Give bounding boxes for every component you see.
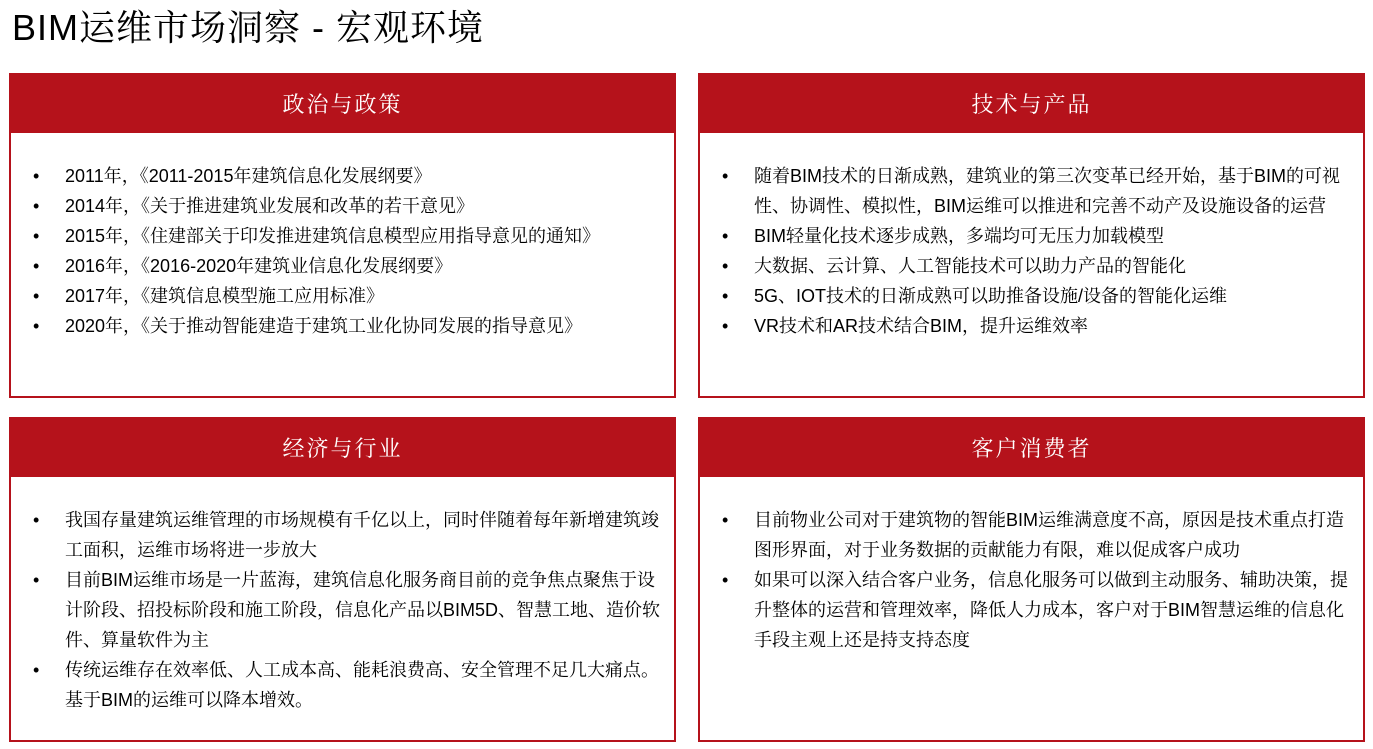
bullet-icon: • bbox=[33, 570, 40, 590]
list-item-text: 5G、IOT技术的日渐成熟可以助推备设施/设备的智能化运维 bbox=[754, 286, 1228, 306]
panel-body bbox=[698, 477, 1365, 742]
bullet-icon: • bbox=[722, 226, 729, 246]
bullet-icon: • bbox=[33, 166, 40, 186]
list-item bbox=[718, 281, 1349, 311]
panel-heading: 政治与政策 bbox=[9, 73, 676, 133]
panel-body bbox=[9, 477, 676, 742]
list-item-text: VR技术和AR技术结合BIM，提升运维效率 bbox=[754, 316, 1089, 336]
list-item-text: 2015年，《住建部关于印发推进建筑信息模型应用指导意见的通知》 bbox=[65, 226, 601, 246]
list-item-text: 如果可以深入结合客户业务，信息化服务可以做到主动服务、辅助决策，提升整体的运营和管理效率，降低人力成本，客户对于BIM智慧运维的信息化手段主观上还是持支持态度 bbox=[754, 570, 1348, 650]
bullet-icon: • bbox=[33, 286, 40, 306]
list-item bbox=[718, 221, 1349, 251]
panel-politics-policy bbox=[9, 73, 676, 398]
list-item bbox=[29, 281, 660, 311]
list-item-text: 2020年，《关于推动智能建造于建筑工业化协同发展的指导意见》 bbox=[65, 316, 583, 336]
bullet-list bbox=[29, 505, 660, 715]
list-item bbox=[718, 505, 1349, 565]
list-item bbox=[718, 565, 1349, 655]
bullet-icon: • bbox=[722, 510, 729, 530]
list-item-text: 随着BIM技术的日渐成熟，建筑业的第三次变革已经开始，基于BIM的可视性、协调性、模拟性，BIM运维可以推进和完善不动产及设施设备的运营 bbox=[754, 166, 1340, 216]
bullet-icon: • bbox=[722, 286, 729, 306]
panel-economy-industry bbox=[9, 417, 676, 742]
list-item-text: 2016年，《2016-2020年建筑业信息化发展纲要》 bbox=[65, 256, 453, 276]
bullet-icon: • bbox=[33, 316, 40, 336]
bullet-icon: • bbox=[33, 256, 40, 276]
list-item-text: BIM轻量化技术逐步成熟，多端均可无压力加载模型 bbox=[754, 226, 1164, 246]
list-item bbox=[718, 251, 1349, 281]
list-item-text: 大数据、云计算、人工智能技术可以助力产品的智能化 bbox=[754, 256, 1186, 276]
list-item bbox=[29, 161, 660, 191]
bullet-icon: • bbox=[33, 510, 40, 530]
list-item bbox=[29, 191, 660, 221]
bullet-icon: • bbox=[722, 256, 729, 276]
list-item-text: 目前物业公司对于建筑物的智能BIM运维满意度不高，原因是技术重点打造图形界面，对于业务数据的贡献能力有限，难以促成客户成功 bbox=[754, 510, 1344, 560]
bullet-icon: • bbox=[33, 660, 40, 680]
panel-heading: 客户消费者 bbox=[698, 417, 1365, 477]
panel-heading: 技术与产品 bbox=[698, 73, 1365, 133]
bullet-list bbox=[718, 161, 1349, 341]
panel-heading: 经济与行业 bbox=[9, 417, 676, 477]
bullet-icon: • bbox=[722, 316, 729, 336]
bullet-icon: • bbox=[33, 196, 40, 216]
list-item-text: 2014年，《关于推进建筑业发展和改革的若干意见》 bbox=[65, 196, 475, 216]
list-item bbox=[29, 655, 660, 715]
list-item bbox=[29, 311, 660, 341]
bullet-list bbox=[718, 505, 1349, 655]
panel-body bbox=[9, 133, 676, 398]
list-item bbox=[718, 311, 1349, 341]
panel-technology-product bbox=[698, 73, 1365, 398]
list-item-text: 我国存量建筑运维管理的市场规模有千亿以上，同时伴随着每年新增建筑竣工面积，运维市场将进一步放大 bbox=[65, 510, 659, 560]
page-title: BIM运维市场洞察 - 宏观环境 bbox=[12, 7, 484, 48]
list-item-text: 传统运维存在效率低、人工成本高、能耗浪费高、安全管理不足几大痛点。基于BIM的运维可以降本增效。 bbox=[65, 660, 659, 710]
bullet-icon: • bbox=[722, 570, 729, 590]
list-item-text: 2011年，《2011-2015年建筑信息化发展纲要》 bbox=[65, 166, 432, 186]
list-item bbox=[29, 221, 660, 251]
bullet-icon: • bbox=[33, 226, 40, 246]
list-item bbox=[718, 161, 1349, 221]
bullet-icon: • bbox=[722, 166, 729, 186]
bullet-list bbox=[29, 161, 660, 341]
list-item bbox=[29, 505, 660, 565]
list-item bbox=[29, 251, 660, 281]
list-item bbox=[29, 565, 660, 655]
list-item-text: 2017年，《建筑信息模型施工应用标准》 bbox=[65, 286, 385, 306]
list-item-text: 目前BIM运维市场是一片蓝海，建筑信息化服务商目前的竞争焦点聚焦于设计阶段、招投标阶段和施工阶段，信息化产品以BIM5D、智慧工地、造价软件、算量软件为主 bbox=[65, 570, 661, 650]
panel-body bbox=[698, 133, 1365, 398]
panel-customers bbox=[698, 417, 1365, 742]
